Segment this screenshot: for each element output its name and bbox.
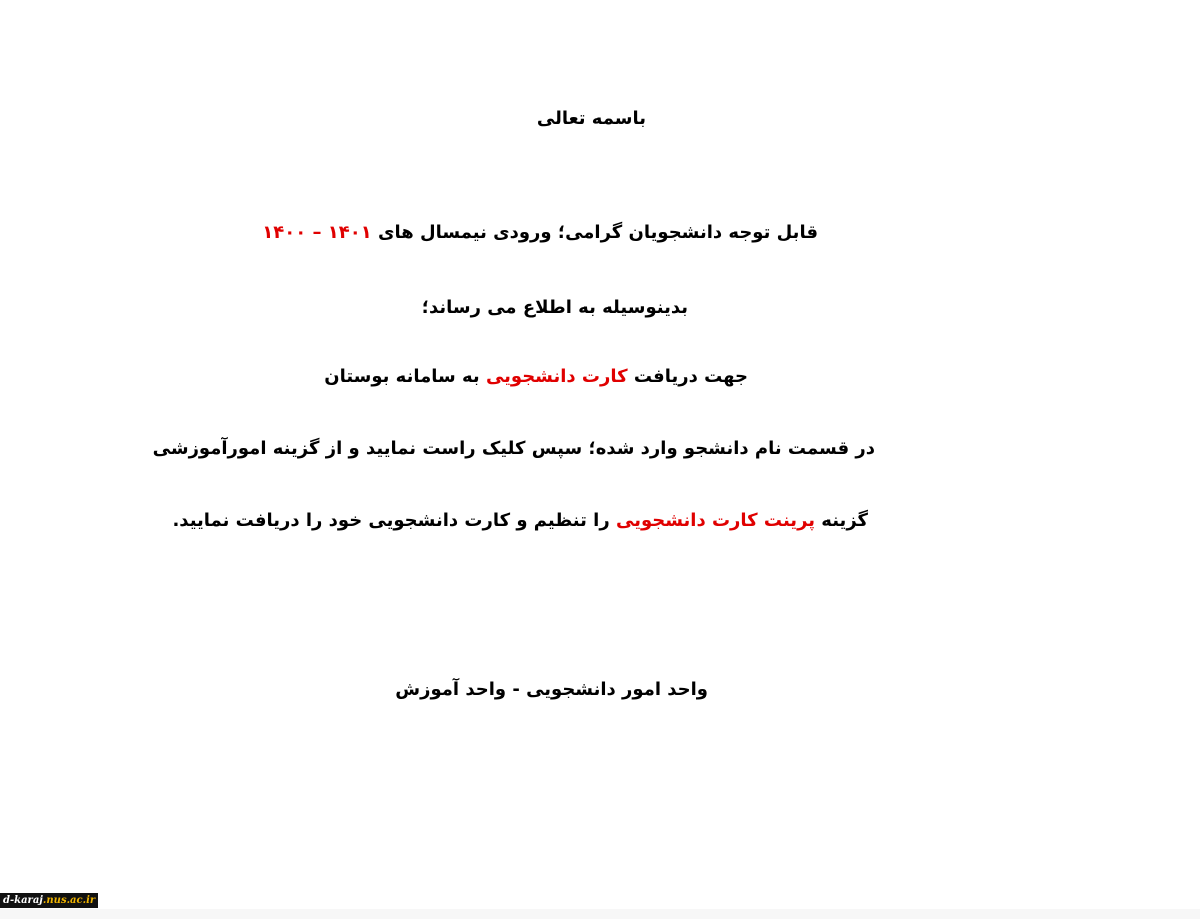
notice-line-5-before: گزینه xyxy=(815,510,868,531)
signature-line: واحد امور دانشجویی - واحد آموزش xyxy=(395,679,708,700)
notice-line-4: در قسمت نام دانشجو وارد شده؛ سپس کلیک راست نمایید و از گزینه امورآموزشی xyxy=(152,438,875,459)
watermark-domain: .nus.ac.ir xyxy=(42,895,96,906)
print-card-highlight: پرینت کارت دانشجویی xyxy=(615,510,816,531)
notice-line-1 xyxy=(262,220,818,246)
notice-line-5-after: را تنظیم و کارت دانشجویی خود را دریافت نمایید. xyxy=(172,510,616,531)
notice-line-3 xyxy=(324,364,748,390)
notice-line-1-text: قابل توجه دانشجویان گرامی؛ ورودی نیمسال های xyxy=(371,222,818,243)
document-heading: باسمه تعالی xyxy=(536,108,646,129)
semester-range: ۱۴۰۱ – ۱۴۰۰ xyxy=(262,222,372,243)
notice-line-3-after: به سامانه بوستان xyxy=(324,366,486,387)
notice-line-5 xyxy=(172,508,868,534)
bottom-strip xyxy=(0,909,1200,919)
notice-line-3-before: جهت دریافت xyxy=(627,366,748,387)
notice-line-2: بدینوسیله به اطلاع می رساند؛ xyxy=(421,297,688,318)
site-watermark xyxy=(0,893,98,908)
student-card-highlight: کارت دانشجویی xyxy=(485,366,628,387)
watermark-prefix: d-karaj xyxy=(3,895,43,906)
